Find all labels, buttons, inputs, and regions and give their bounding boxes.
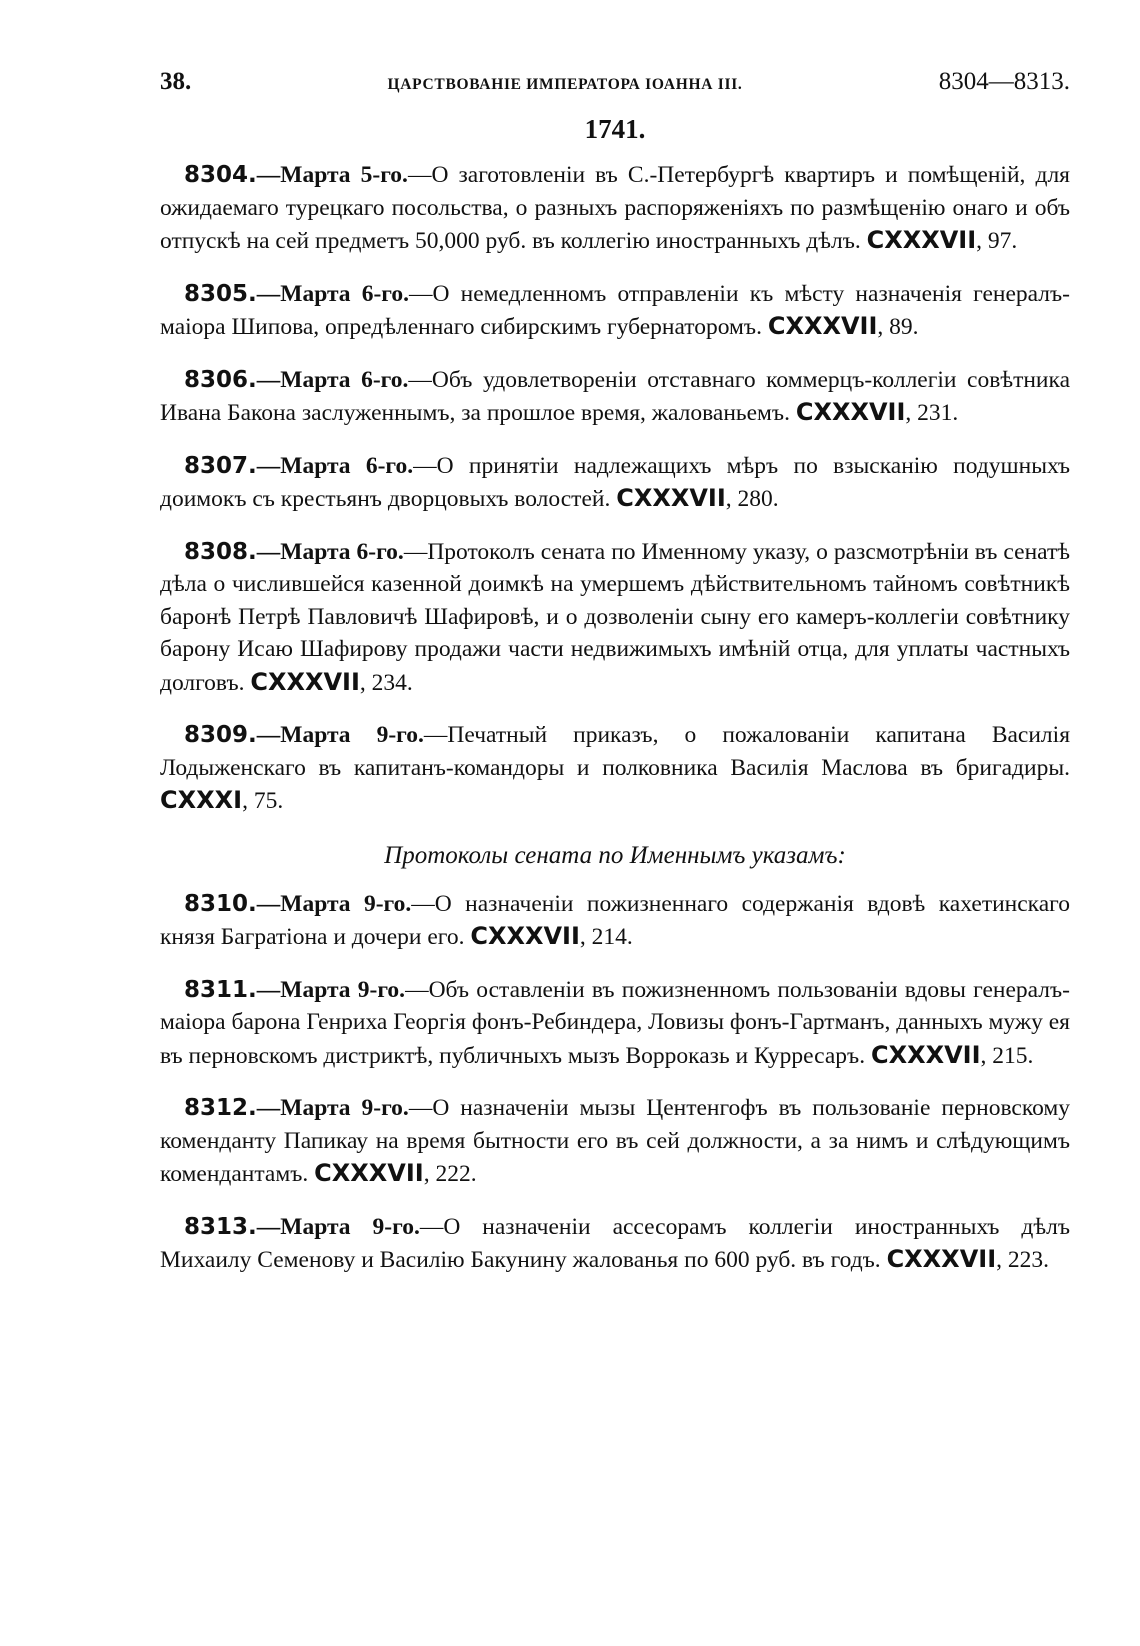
entry-date: —Марта 6-го. (256, 538, 404, 565)
entry-8305 (160, 278, 1070, 344)
ref-page: , 214. (579, 924, 633, 950)
ref-volume: CXXXVII (866, 226, 977, 254)
ref-volume: CXXXI (160, 786, 243, 814)
entry-number: 8305. (184, 280, 257, 307)
entry-8309 (160, 719, 1070, 818)
entry-number: 8310. (184, 890, 257, 917)
ref-page: , 223. (996, 1247, 1049, 1273)
ref-volume: CXXXVII (616, 484, 726, 512)
running-title: ЦАРСТВОВАНІЕ ИМПЕРАТОРА ІОАННА III. (387, 76, 743, 93)
ref-page: , 89. (877, 314, 919, 340)
entry-date: —Марта 6-го. (256, 280, 410, 307)
entry-text: —О назначеніи мызы Центенгофъ въ пользованіе перновскому коменданту Папикау на время бытности его въ сей должности, а за нимъ и слѣдующимъ комендантамъ. (160, 1095, 1070, 1187)
entry-number: 8307. (184, 452, 257, 479)
entry-text: —О заготовленіи въ С.-Петербургѣ квартиръ и помѣщеній, для ожидаемаго турецкаго посольства, о разныхъ распоряженіяхъ по размѣщенію онаго и объ отпускѣ на сей предметъ 50,000 руб. въ коллегію иностранныхъ дѣлъ. (160, 162, 1070, 254)
year-heading: 1741. (584, 114, 646, 144)
entry-number: 8306. (184, 366, 257, 393)
ref-volume: CXXXVII (314, 1159, 424, 1187)
entry-number-range: 8304—8313. (938, 68, 1070, 95)
entry-date: —Марта 5-го. (256, 162, 408, 188)
ref-page: , 75. (242, 788, 284, 814)
entry-text: —О назначеніи ассесорамъ коллегіи иностранныхъ дѣлъ Михаилу Семенову и Василію Бакунину жалованья по 600 руб. въ годъ. (160, 1213, 1071, 1273)
page-number: 38. (160, 68, 192, 95)
entry-date: —Марта 9-го. (256, 722, 424, 748)
entry-date: —Марта 9-го. (256, 890, 412, 917)
ref-page: , 234. (359, 669, 413, 696)
entry-text: —Протоколъ сената по Именному указу, о разсмотрѣніи въ сенатѣ дѣла о числившейся казенной доимкѣ на умершемъ дѣйствительномъ тайномъ совѣтникѣ баронѣ Петрѣ Павловичѣ Шафировѣ, и о дозволеніи сыну его камеръ-коллегіи совѣтнику барону Исаю Шафирову продажи части недвижимыхъ имѣній отца, для уплаты частныхъ долговъ. (160, 538, 1070, 696)
entry-text: —Печатный приказъ, о пожалованіи капитана Василія Лодыженскаго въ капитанъ-командоры и полковника Василія Маслова въ бригадиры. (160, 722, 1070, 781)
ref-volume: CXXXVII (886, 1245, 997, 1273)
entry-date: —Марта 6-го. (256, 452, 414, 479)
ref-volume: CXXXVII (767, 312, 878, 340)
entry-text: —О принятіи надлежащихъ мѣръ по взысканію подушныхъ доимокъ съ крестьянъ дворцовыхъ волостей. (160, 452, 1070, 512)
ref-page: , 222. (423, 1161, 477, 1187)
entry-8311 (160, 974, 1070, 1073)
entry-number: 8311. (184, 976, 257, 1003)
entry-text: —О немедленномъ отправленіи къ мѣсту назначенія генералъ-маіора Шипова, опредѣленнаго сибирскимъ губернаторомъ. (160, 280, 1070, 340)
entry-8313 (160, 1211, 1070, 1277)
ref-volume: CXXXVII (470, 922, 580, 950)
ref-page: , 215. (980, 1042, 1034, 1069)
ref-page: , 231. (905, 400, 959, 426)
section-heading: Протоколы сената по Именнымъ указамъ: (384, 841, 846, 869)
entry-number: 8312. (184, 1095, 257, 1121)
ref-volume: CXXXVII (250, 667, 360, 696)
ref-volume: CXXXVII (795, 398, 906, 426)
entry-number: 8308. (184, 538, 257, 565)
running-head (160, 68, 1070, 108)
entry-number: 8304. (184, 162, 257, 188)
entry-8312 (160, 1092, 1070, 1191)
entry-text: —Объ оставленіи въ пожизненномъ пользованіи вдовы генералъ-маіора барона Генриха Георгія фонъ-Ребиндера, Ловизы фонъ-Гартманъ, данныхъ мужу ея въ перновскомъ дистриктѣ, публичныхъ мызъ Ворроказь и Курресаръ. (160, 976, 1070, 1069)
entry-8306 (160, 364, 1070, 430)
entry-number: 8309. (184, 722, 257, 748)
entry-text: —Объ удовлетвореніи отставнаго коммерцъ-коллегіи совѣтника Ивана Бакона заслуженнымъ, за прошлое время, жалованьемъ. (160, 366, 1071, 426)
ref-page: , 97. (976, 228, 1018, 254)
entry-date: —Марта 9-го. (256, 976, 406, 1003)
entry-date: —Марта 6-го. (256, 366, 409, 393)
entry-date: —Марта 9-го. (256, 1213, 420, 1240)
entry-8307 (160, 450, 1070, 516)
entry-8310 (160, 888, 1070, 954)
entry-8304 (160, 159, 1070, 258)
document-page (160, 68, 1070, 1297)
entry-number: 8313. (184, 1213, 257, 1240)
entry-8308 (160, 536, 1070, 700)
ref-volume: CXXXVII (870, 1040, 981, 1069)
ref-page: , 280. (725, 486, 779, 512)
entry-date: —Марта 9-го. (256, 1095, 409, 1121)
entry-text: —О назначеніи пожизненнаго содержанія вдовѣ кахетинскаго князя Багратіона и дочери его. (160, 890, 1070, 950)
